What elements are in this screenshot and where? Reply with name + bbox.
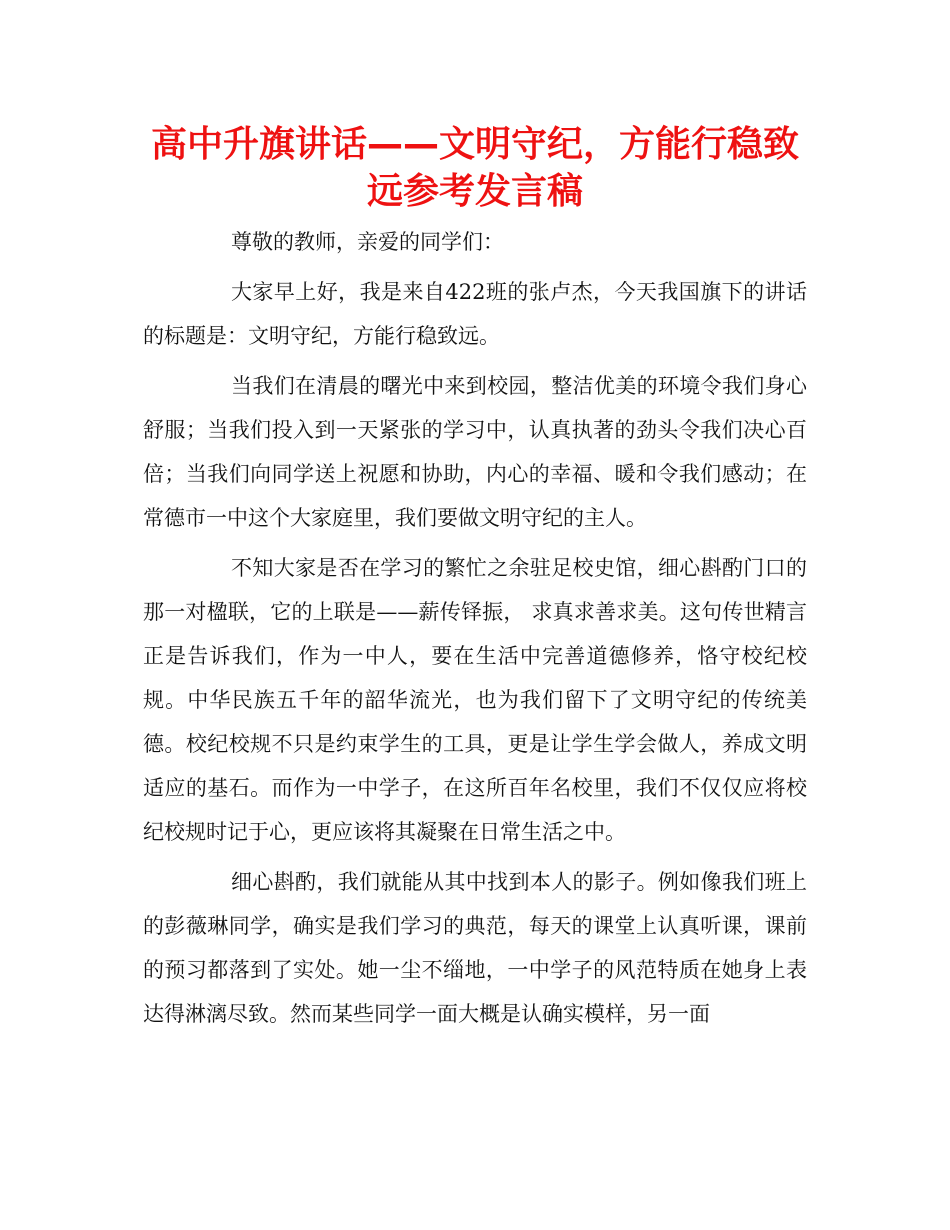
document-title-line-1: 高中升旗讲话——文明守纪，方能行稳致 bbox=[150, 124, 799, 165]
paragraph-greeting: 尊敬的教师，亲爱的同学们： bbox=[231, 230, 504, 254]
document-title-line-2: 远参考发言稿 bbox=[366, 171, 583, 212]
paragraph-morning-campus: 当我们在清晨的曙光中来到校园，整洁优美的环境令我们身心舒服；当我们投入到一天紧张的学习中，认真执著的劲头令我们决心百倍；当我们向同学送上祝愿和协助，内心的幸福、暖和令我们感动；在常德市一中这个大家庭里，我们要做文明守纪的主人。 bbox=[143, 374, 807, 530]
document-body bbox=[143, 220, 807, 1042]
paragraph-school-couplet: 不知大家是否在学习的繁忙之余驻足校史馆，细心斟酌门口的那一对楹联，它的上联是——薪传铎振， 求真求善求美。这句传世精言正是告诉我们，作为一中人，要在生活中完善道德修养，恪守校纪校规。中华民族五千年的韶华流光，也为我们留下了文明守纪的传统美德。校纪校规不只是约束学生的工具，更是让学生学会做人，养成文明适应的基石。而作为一中学子，在这所百年名校里，我们不仅仅应将校纪校规时记于心，更应该将其凝聚在日常生活之中。 bbox=[143, 556, 807, 844]
paragraph-introduction: 大家早上好，我是来自422班的张卢杰，今天我国旗下的讲话的标题是：文明守纪，方能行稳致远。 bbox=[143, 280, 807, 348]
paragraph-classmate-example: 细心斟酌，我们就能从其中找到本人的影子。例如像我们班上的彭薇琳同学，确实是我们学习的典范，每天的课堂上认真听课，课前的预习都落到了实处。她一尘不缁地，一中学子的风范特质在她身上表达得淋漓尽致。然而某些同学一面大概是认确实模样，另一面 bbox=[143, 870, 807, 1026]
